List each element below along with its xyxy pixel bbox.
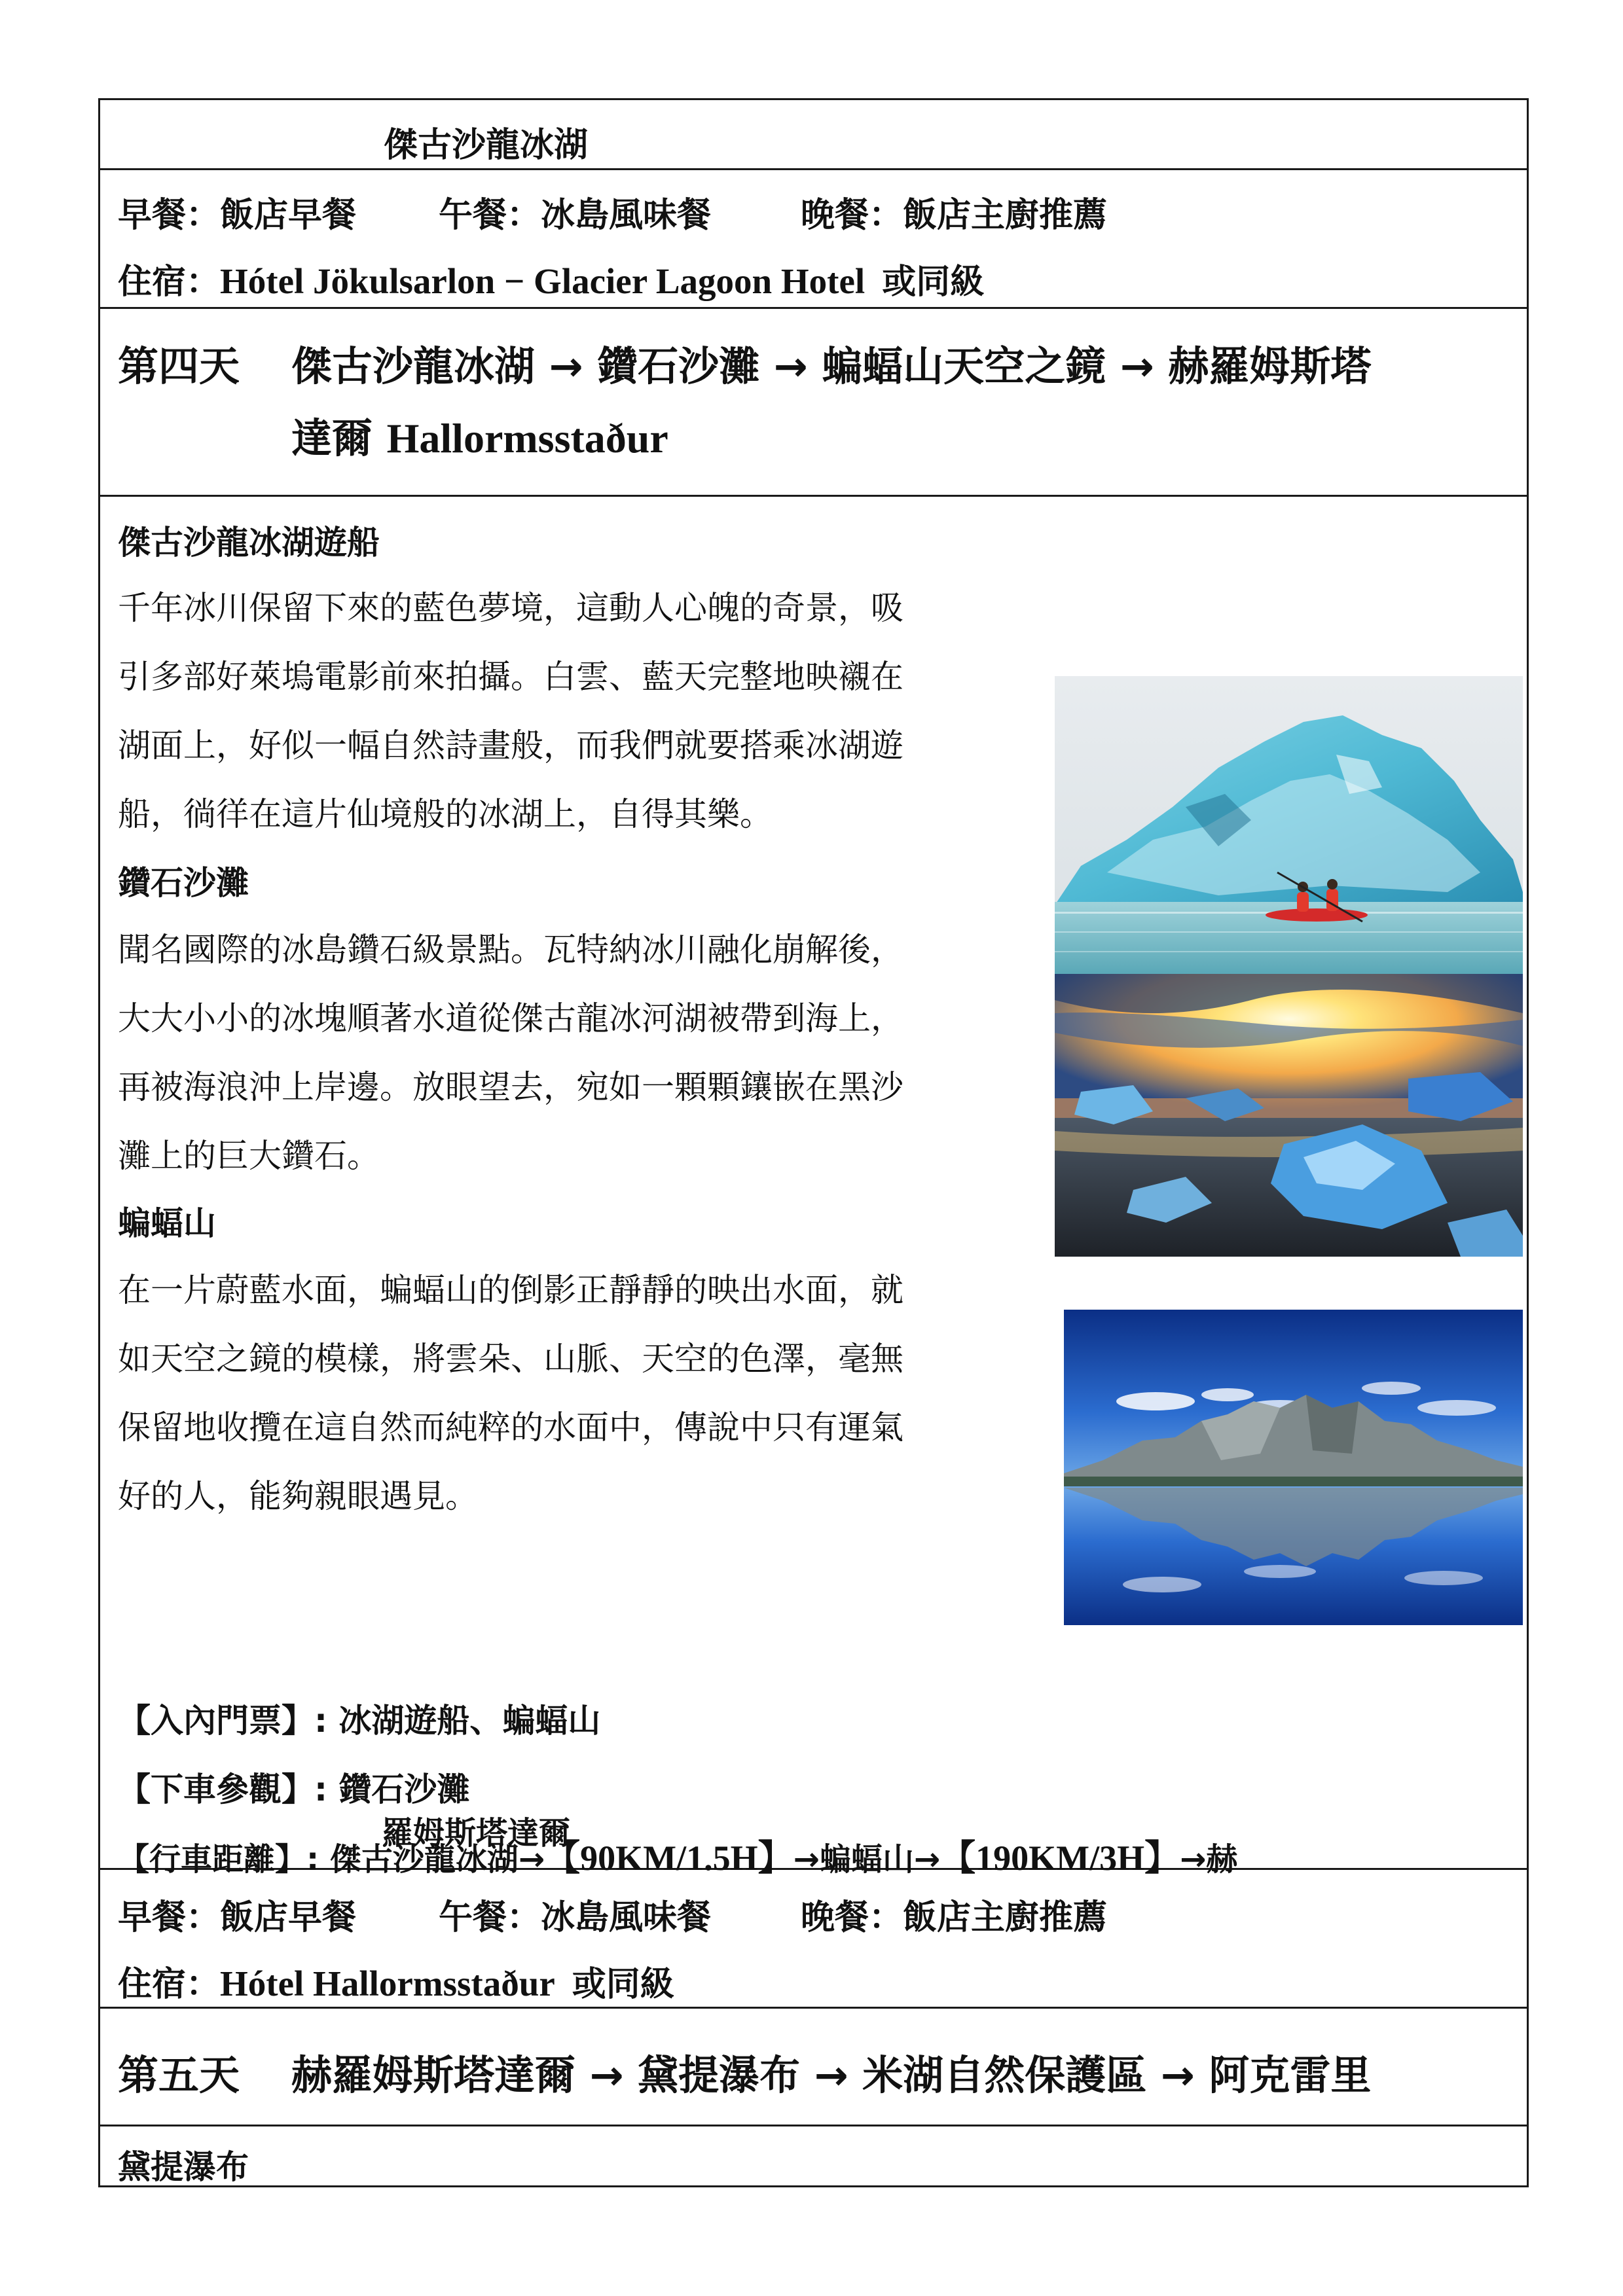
distance-d1: 【90KM/1.5H】 — [545, 1839, 793, 1878]
section-text-line: 灘上的巨大鑽石。 — [118, 1137, 380, 1175]
section-title: 傑古沙龍冰湖遊船 — [118, 524, 380, 562]
distance-part1: 傑古沙龍冰湖→ — [329, 1841, 545, 1878]
day4-meals-row — [100, 1870, 1527, 2009]
section-text-line: 保留地收攬在這自然而純粹的水面中，傳說中只有運氣 — [118, 1408, 903, 1446]
lodging-hotel: Hótel Jökulsarlon − Glacier Lagoon Hotel — [220, 261, 866, 301]
day4-header-row — [100, 309, 1527, 497]
section-title: 黛提瀑布 — [118, 2148, 249, 2186]
breakfast-text: 早餐：飯店早餐 — [118, 1898, 357, 1937]
section-text-line: 大大小小的冰塊順著水道從傑古龍冰河湖被帶到海上， — [118, 999, 903, 1037]
day4-content-row — [100, 497, 1527, 1878]
section-text-line: 在一片蔚藍水面，蝙蝠山的倒影正靜靜的映出水面，就 — [118, 1271, 903, 1309]
day5-header-row — [100, 2009, 1527, 2126]
diamond-beach-photo — [1055, 974, 1523, 1257]
lodging-suffix: 或同級 — [572, 1965, 674, 2004]
itinerary-table — [98, 98, 1529, 2187]
lodging-line — [118, 1956, 674, 2005]
section-text-line: 引多部好萊塢電影前來拍攝。白雲、藍天完整地映襯在 — [118, 658, 903, 696]
section-text-line: 千年冰川保留下來的藍色夢境，這動人心魄的奇景，吸 — [118, 589, 903, 627]
lodging-label: 住宿： — [118, 262, 221, 302]
dinner-text: 晚餐：飯店主廚推薦 — [801, 1898, 1108, 1937]
lunch-text: 午餐：冰島風味餐 — [439, 196, 712, 235]
day4-route-cn: 達爾 — [291, 414, 373, 462]
day4-route-line2 — [291, 406, 668, 464]
section-title: 鑽石沙灘 — [118, 864, 249, 902]
distance-line2: 羅姆斯塔達爾 — [382, 1815, 571, 1852]
lodging-hotel: Hótel Hallormsstaður — [220, 1964, 555, 2003]
day5-label: 第五天 — [118, 2051, 240, 2099]
section-text-line: 船，徜徉在這片仙境般的冰湖上，自得其樂。 — [118, 795, 773, 833]
tickets-line — [118, 1695, 600, 1742]
day4-label: 第四天 — [118, 342, 240, 390]
day5-content-row — [100, 2126, 1527, 2185]
section-text-line: 聞名國際的冰島鑽石級景點。瓦特納冰川融化崩解後， — [118, 931, 903, 969]
distance-part3: →赫 — [1180, 1841, 1238, 1878]
sightseeing-line — [118, 1763, 469, 1810]
section-text-line: 如天空之鏡的模樣，將雲朵、山脈、天空的色澤，毫無 — [118, 1340, 903, 1378]
sightseeing-label: 【下車參觀】: — [118, 1770, 327, 1808]
day4-route-en: Hallormsstaður — [386, 415, 668, 461]
day3-location-row — [100, 100, 1527, 170]
distance-part2: →蝙蝠山→ — [793, 1841, 941, 1878]
lodging-line — [118, 254, 984, 303]
batman-mountain-photo — [1064, 1310, 1523, 1625]
section-text-line: 再被海浪沖上岸邊。放眼望去，宛如一顆顆鑲嵌在黑沙 — [118, 1068, 903, 1106]
dinner-text: 晚餐：飯店主廚推薦 — [801, 196, 1108, 235]
lunch-text: 午餐：冰島風味餐 — [439, 1898, 712, 1937]
glacier-lagoon-photo — [1055, 676, 1523, 974]
day3-meals-row — [100, 170, 1527, 309]
tickets-label: 【入內門票】: — [118, 1702, 327, 1740]
tickets-value: 冰湖遊船、蝙蝠山 — [338, 1702, 601, 1740]
section-text-line: 湖面上，好似一幅自然詩畫般，而我們就要搭乘冰湖遊 — [118, 726, 903, 764]
sightseeing-value: 鑽石沙灘 — [338, 1770, 470, 1808]
lodging-label: 住宿： — [118, 1965, 221, 2004]
breakfast-text: 早餐：飯店早餐 — [118, 196, 357, 235]
distance-d2: 【190KM/3H】 — [940, 1839, 1180, 1878]
section-text-line: 好的人，能夠親眼遇見。 — [118, 1477, 478, 1515]
day5-route: 赫羅姆斯塔達爾 → 黛提瀑布 → 米湖自然保護區 → 阿克雷里 — [291, 2051, 1372, 2099]
section-title: 蝙蝠山 — [118, 1204, 216, 1242]
distance-label: 【行車距離】: — [118, 1841, 319, 1878]
day4-route-line1: 傑古沙龍冰湖 → 鑽石沙灘 → 蝙蝠山天空之鏡 → 赫羅姆斯塔 — [291, 342, 1372, 390]
location-text: 傑古沙龍冰湖 — [384, 126, 589, 165]
lodging-suffix: 或同級 — [882, 262, 985, 302]
